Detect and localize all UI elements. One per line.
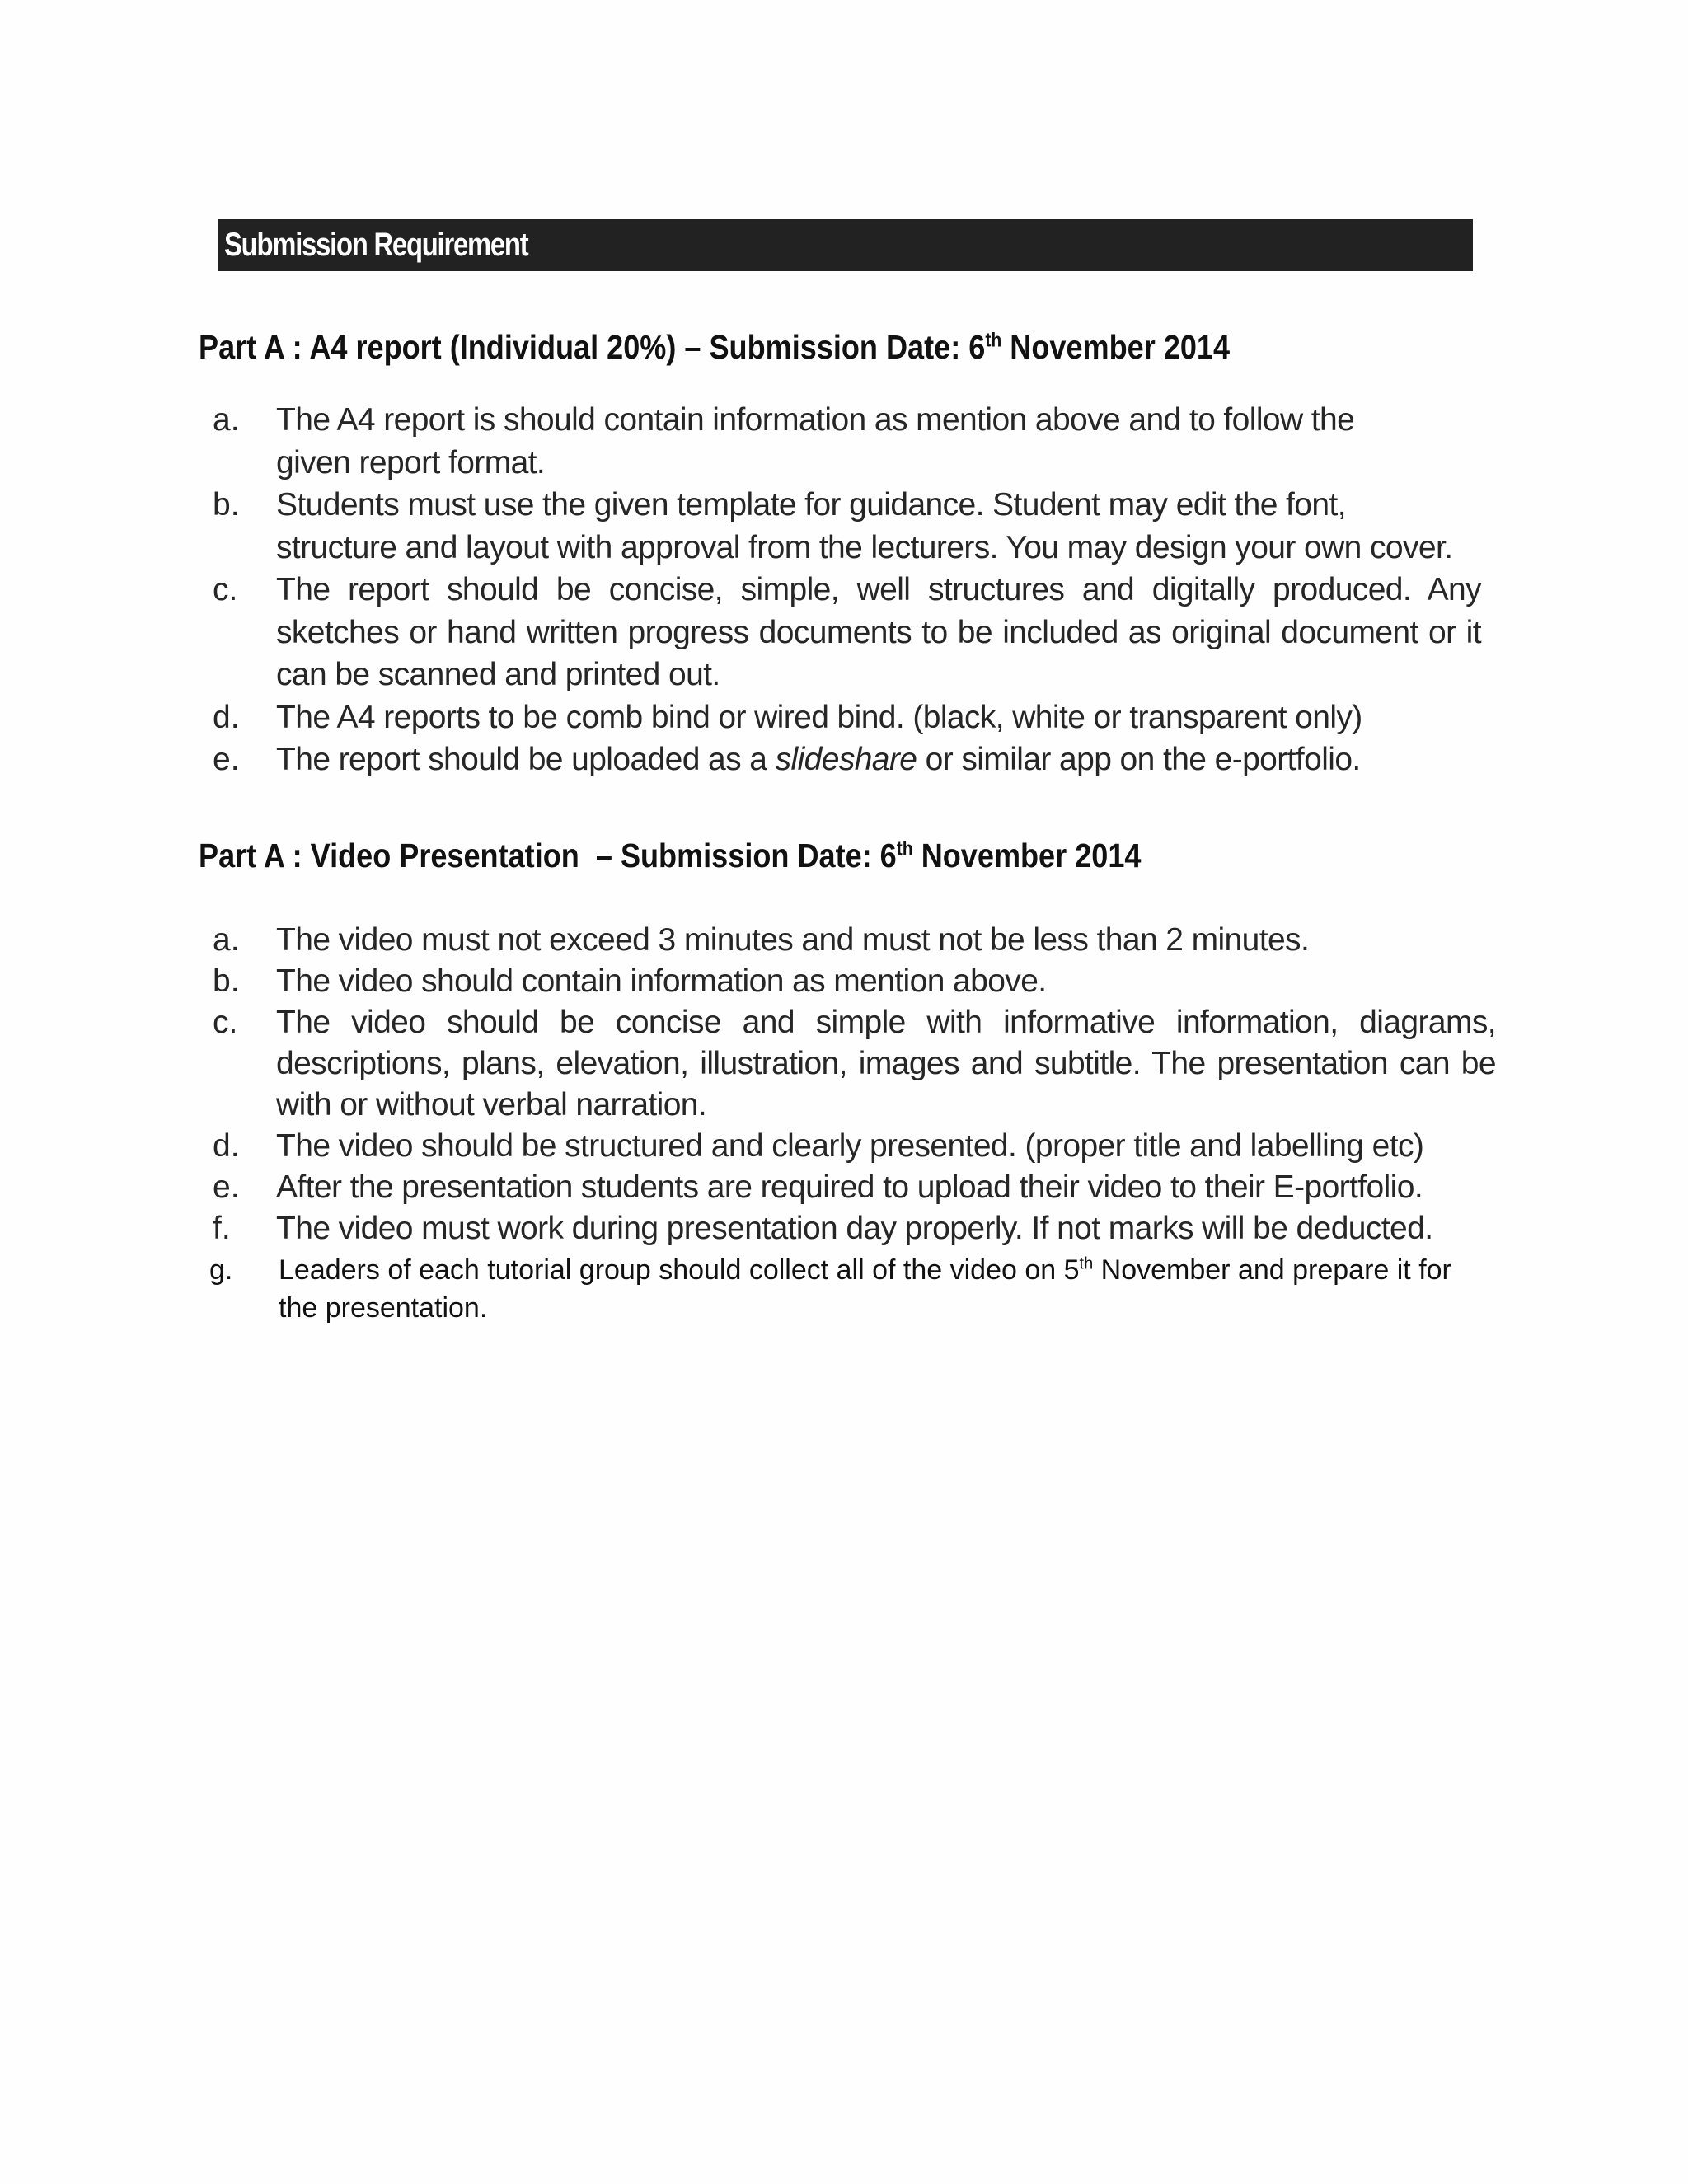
list-item bbox=[213, 399, 1414, 484]
list-item-text: The video should be structured and clearly presented. (proper title and labelling etc) bbox=[276, 1128, 1424, 1164]
video-heading-sup: th bbox=[896, 837, 913, 860]
list-marker: c. bbox=[213, 1005, 238, 1040]
list-item-text: The video must not exceed 3 minutes and must not be less than 2 minutes. bbox=[276, 922, 1310, 958]
list-item bbox=[213, 920, 1498, 961]
list-marker: f. bbox=[213, 1211, 231, 1246]
report-heading-date: November 2014 bbox=[1001, 328, 1231, 366]
list-item bbox=[213, 961, 1498, 1002]
list-item-text bbox=[209, 1251, 1465, 1327]
report-heading bbox=[199, 328, 1371, 367]
list-item bbox=[213, 1167, 1498, 1208]
list-marker: e. bbox=[213, 742, 240, 777]
list-item bbox=[213, 696, 1482, 739]
list-marker: b. bbox=[213, 963, 240, 999]
list-item bbox=[213, 738, 1482, 781]
list-marker: g. bbox=[209, 1254, 233, 1286]
list-marker: d. bbox=[213, 699, 240, 735]
list-item-text: The A4 reports to be comb bind or wired bind. (black, white or transparent only) bbox=[276, 699, 1362, 735]
list-item-text: Students must use the given template for guidance. Student may edit the font, structure and layout with approval from the lecturers. You may design your own cover. bbox=[276, 487, 1453, 565]
section-title-bar bbox=[218, 219, 1473, 271]
list-item-text: After the presentation students are required to upload their video to their E-portfolio. bbox=[276, 1169, 1423, 1205]
video-requirements-list bbox=[213, 920, 1498, 1249]
list-item bbox=[209, 1251, 1495, 1327]
list-item-text: The video should be concise and simple with informative information, diagrams, descriptions, plans, elevation, illustration, images and subtitle. The presentation can be with or without verbal narration. bbox=[276, 1005, 1496, 1122]
list-item-text: The A4 report is should contain information as mention above and to follow the given report format. bbox=[276, 402, 1355, 480]
list-item-sup: th bbox=[1079, 1254, 1094, 1273]
video-heading bbox=[199, 837, 1269, 875]
list-item-text-part: or similar app on the e-portfolio. bbox=[917, 742, 1361, 777]
list-marker: e. bbox=[213, 1169, 240, 1205]
list-marker: b. bbox=[213, 487, 240, 523]
list-item-text bbox=[276, 738, 1479, 781]
section-title: Submission Requirement bbox=[224, 227, 528, 263]
list-item bbox=[213, 1126, 1498, 1167]
list-item-text-part: November and prepare it for the presentation. bbox=[279, 1254, 1451, 1324]
list-marker: c. bbox=[213, 572, 238, 607]
video-heading-date: November 2014 bbox=[912, 837, 1142, 874]
report-heading-text: Part A : A4 report (Individual 20%) – Submission Date: 6 bbox=[199, 328, 986, 366]
list-item-text: The video should contain information as mention above. bbox=[276, 963, 1047, 999]
list-marker: a. bbox=[213, 922, 240, 958]
list-item bbox=[213, 1002, 1498, 1126]
report-heading-sup: th bbox=[985, 329, 1002, 352]
list-item bbox=[213, 569, 1482, 696]
list-item bbox=[213, 1208, 1498, 1249]
list-item-text: The video must work during presentation day properly. If not marks will be deducted. bbox=[276, 1211, 1433, 1246]
report-requirements-list bbox=[213, 399, 1482, 781]
list-marker: d. bbox=[213, 1128, 240, 1164]
list-marker: a. bbox=[213, 402, 240, 438]
list-item-text-part: Leaders of each tutorial group should collect all of the video on 5 bbox=[279, 1254, 1080, 1286]
list-item-text: The report should be concise, simple, well structures and digitally produced. Any sketches or hand written progress documents to be included as original document or it can be scanned and printed out. bbox=[276, 572, 1481, 692]
slideshare-term: slideshare bbox=[775, 742, 917, 777]
list-item-text-part: The report should be uploaded as a bbox=[276, 742, 776, 777]
list-item bbox=[213, 484, 1482, 569]
video-heading-text: Part A : Video Presentation – Submission Date: 6 bbox=[199, 837, 897, 874]
